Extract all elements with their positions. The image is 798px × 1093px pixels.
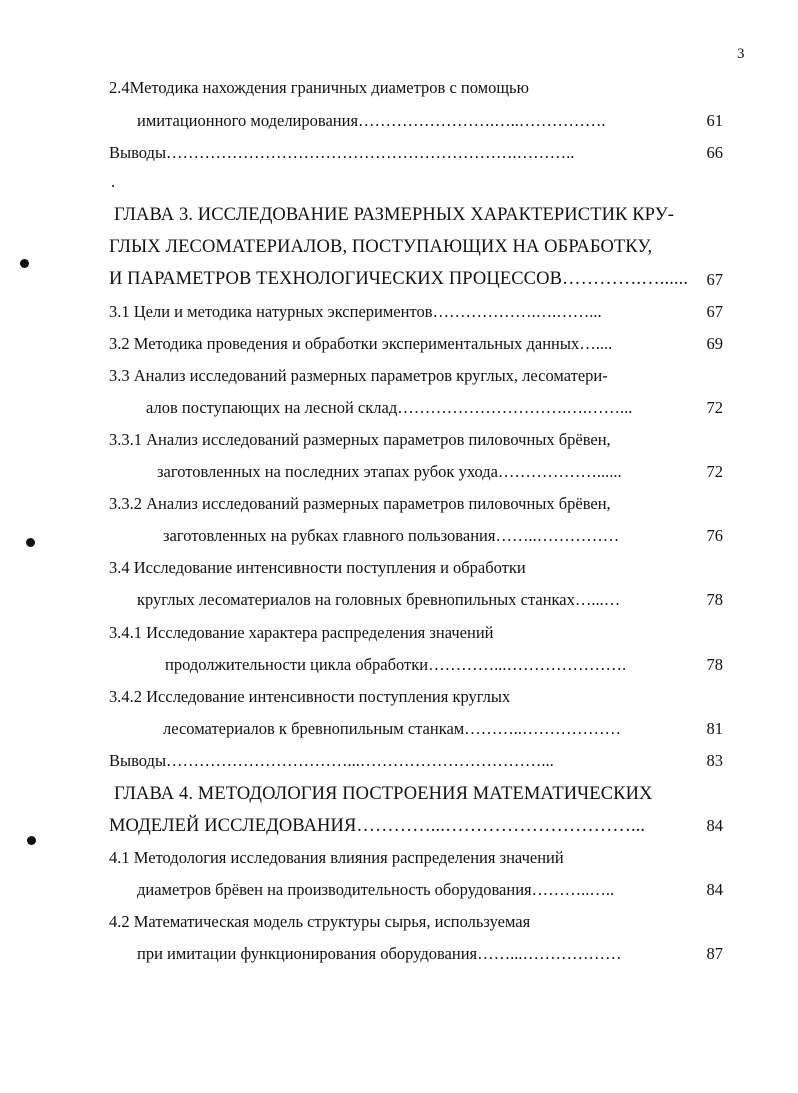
toc-entry-text: диаметров брёвен на производительность оборудования………..…..: [137, 880, 615, 899]
toc-entry-text: 4.2 Математическая модель структуры сырья, используемая: [109, 912, 531, 931]
toc-entry-text: 2.4Методика нахождения граничных диаметров с помощью: [109, 78, 529, 97]
toc-entry-text: 3.3.1 Анализ исследований размерных параметров пиловочных брёвен,: [109, 430, 611, 449]
toc-page-number: 72: [706, 462, 723, 481]
toc-entry-text: продолжительности цикла обработки…………...………………….: [165, 655, 627, 674]
toc-page-number: 78: [706, 655, 723, 674]
chapter-heading: ГЛАВА 4. МЕТОДОЛОГИЯ ПОСТРОЕНИЯ МАТЕМАТИЧЕСКИХ: [114, 784, 653, 804]
toc-page-number: 72: [706, 398, 723, 417]
toc-page-number: 83: [706, 751, 723, 770]
toc-page-number: 76: [706, 526, 723, 545]
toc-page-number: 81: [706, 719, 723, 738]
toc-entry-text: 3.4.1 Исследование характера распределения значений: [109, 623, 494, 642]
toc-entry-text: 3.3 Анализ исследований размерных параметров круглых, лесоматери-: [109, 366, 608, 385]
toc-entry-text: имитационного моделирования…………………….…..…………….: [137, 111, 606, 130]
toc-page-number: 61: [706, 111, 723, 130]
toc-entry-text: 3.4.2 Исследование интенсивности поступления круглых: [109, 687, 511, 706]
toc-entry-text: 3.3.2 Анализ исследований размерных параметров пиловочных брёвен,: [109, 494, 611, 513]
toc-entry-text: лесоматериалов к бревнопильным станкам………..………………: [163, 719, 621, 738]
toc-entry-text: заготовленных на последних этапах рубок ухода………………......: [157, 462, 622, 481]
toc-page-number: 69: [706, 334, 723, 353]
toc-page-number: 67: [706, 270, 723, 289]
toc-page-number: 84: [706, 880, 723, 899]
chapter-heading: МОДЕЛЕЙ ИССЛЕДОВАНИЯ…………...…………………………...: [109, 816, 646, 836]
toc-page-number: 84: [706, 816, 723, 835]
toc-page-number: 66: [706, 143, 723, 162]
scan-mark: [27, 836, 36, 845]
toc-entry-text: при имитации функционирования оборудования……...………………: [137, 944, 622, 963]
chapter-heading: ГЛЫХ ЛЕСОМАТЕРИАЛОВ, ПОСТУПАЮЩИХ НА ОБРАБОТКУ,: [109, 237, 653, 257]
toc-entry-text: 3.2 Методика проведения и обработки экспериментальных данных…....: [109, 334, 613, 353]
toc-entry-text: 4.1 Методология исследования влияния распределения значений: [109, 848, 564, 867]
chapter-heading: ГЛАВА 3. ИССЛЕДОВАНИЕ РАЗМЕРНЫХ ХАРАКТЕРИСТИК КРУ-: [114, 205, 675, 225]
page-number: 3: [737, 46, 745, 62]
toc-page-number: 87: [706, 944, 723, 963]
toc-entry-text: Выводы……………………………………………………….………..: [109, 143, 575, 162]
toc-entry-text: заготовленных на рубках главного пользования……..……………: [163, 526, 620, 545]
toc-entry-text: Выводы……………………………...……………………………...: [109, 751, 554, 770]
separator-dot: .: [111, 172, 116, 191]
scan-mark: [26, 538, 35, 547]
toc-entry-text: 3.1 Цели и методика натурных экспериментов……………….….……...: [109, 302, 602, 321]
toc-page-number: 67: [706, 302, 723, 321]
chapter-heading: И ПАРАМЕТРОВ ТЕХНОЛОГИЧЕСКИХ ПРОЦЕССОВ………….…......: [109, 269, 689, 289]
toc-entry-text: алов поступающих на лесной склад………………………….….……...: [146, 398, 633, 417]
scan-mark: [20, 259, 29, 268]
toc-entry-text: круглых лесоматериалов на головных бревнопильных станках…...…: [137, 590, 621, 609]
toc-entry-text: 3.4 Исследование интенсивности поступления и обработки: [109, 558, 526, 577]
toc-page-number: 78: [706, 590, 723, 609]
